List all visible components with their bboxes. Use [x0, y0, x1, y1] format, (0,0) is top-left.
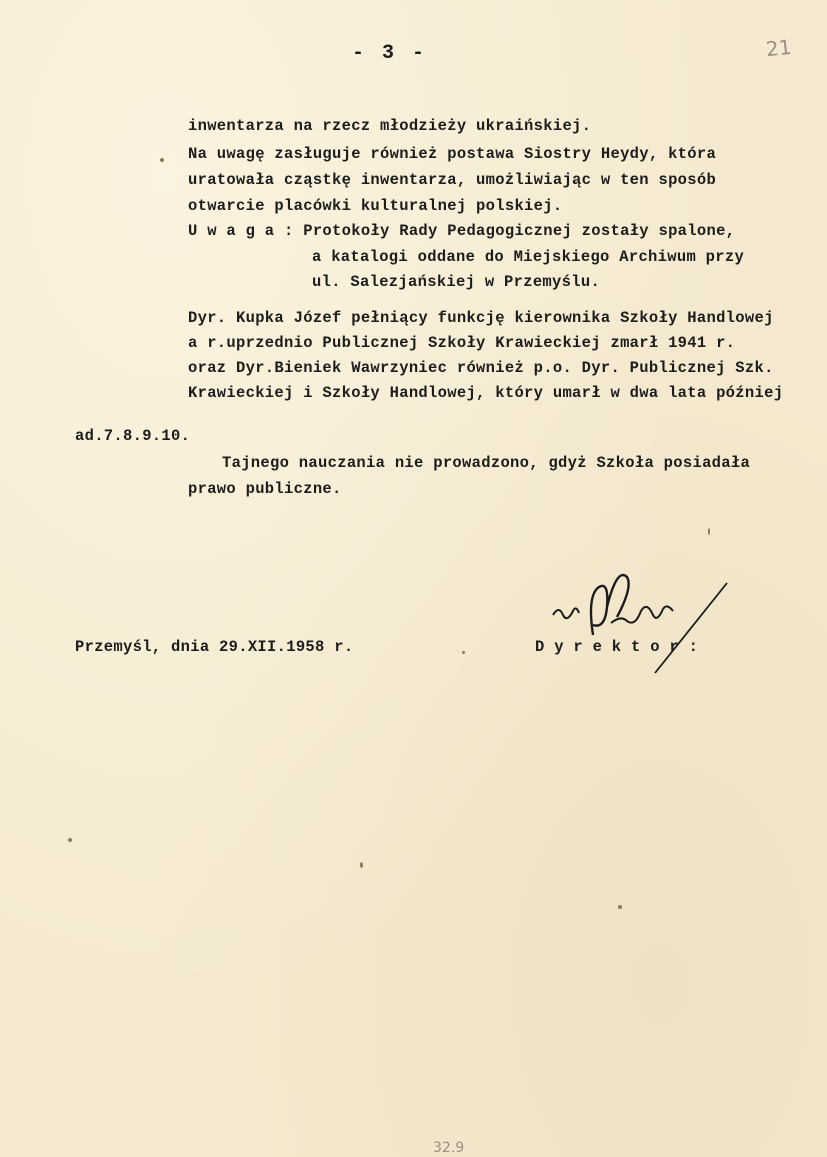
note-line: U w a g a : Protokoły Rady Pedagogicznej zostały spalone,: [188, 222, 736, 240]
body-line: Na uwagę zasługuje również postawa Siostry Heydy, która: [188, 145, 717, 163]
page-number: - 3 -: [352, 42, 428, 65]
paper-speck: [708, 528, 710, 535]
body-line: uratowała cząstkę inwentarza, umożliwiając w ten sposób: [188, 171, 717, 189]
place-and-date: Przemyśl, dnia 29.XII.1958 r.: [75, 638, 354, 656]
note-line: a katalogi oddane do Miejskiego Archiwum przy: [312, 248, 745, 266]
paper-speck: [360, 862, 363, 868]
paper-speck: [462, 651, 465, 654]
body-line: oraz Dyr.Bieniek Wawrzyniec również p.o. Dyr. Publicznej Szk.: [188, 359, 774, 377]
paper-speck: [160, 158, 164, 162]
section-reference: ad.7.8.9.10.: [75, 427, 191, 445]
paper-speck: [618, 905, 622, 909]
signatory-title: D y r e k t o r :: [535, 638, 699, 656]
body-line: prawo publiczne.: [188, 480, 342, 498]
archive-pencil-number: 21: [764, 34, 793, 62]
note-line: ul. Salezjańskiej w Przemyślu.: [312, 273, 601, 291]
body-line: a r.uprzednio Publicznej Szkoły Krawieckiej zmarł 1941 r.: [188, 334, 736, 352]
body-line: inwentarza na rzecz młodzieży ukraińskiej.: [188, 117, 592, 135]
body-line: Dyr. Kupka Józef pełniący funkcję kierownika Szkoły Handlowej: [188, 309, 774, 327]
paper-speck: [68, 838, 72, 842]
body-line: otwarcie placówki kulturalnej polskiej.: [188, 197, 563, 215]
body-line: Krawieckiej i Szkoły Handlowej, który umarł w dwa lata później: [188, 384, 784, 402]
body-line: Tajnego nauczania nie prowadzono, gdyż Szkoła posiadała: [222, 454, 751, 472]
archive-pencil-mark: 32.9: [433, 1140, 465, 1156]
